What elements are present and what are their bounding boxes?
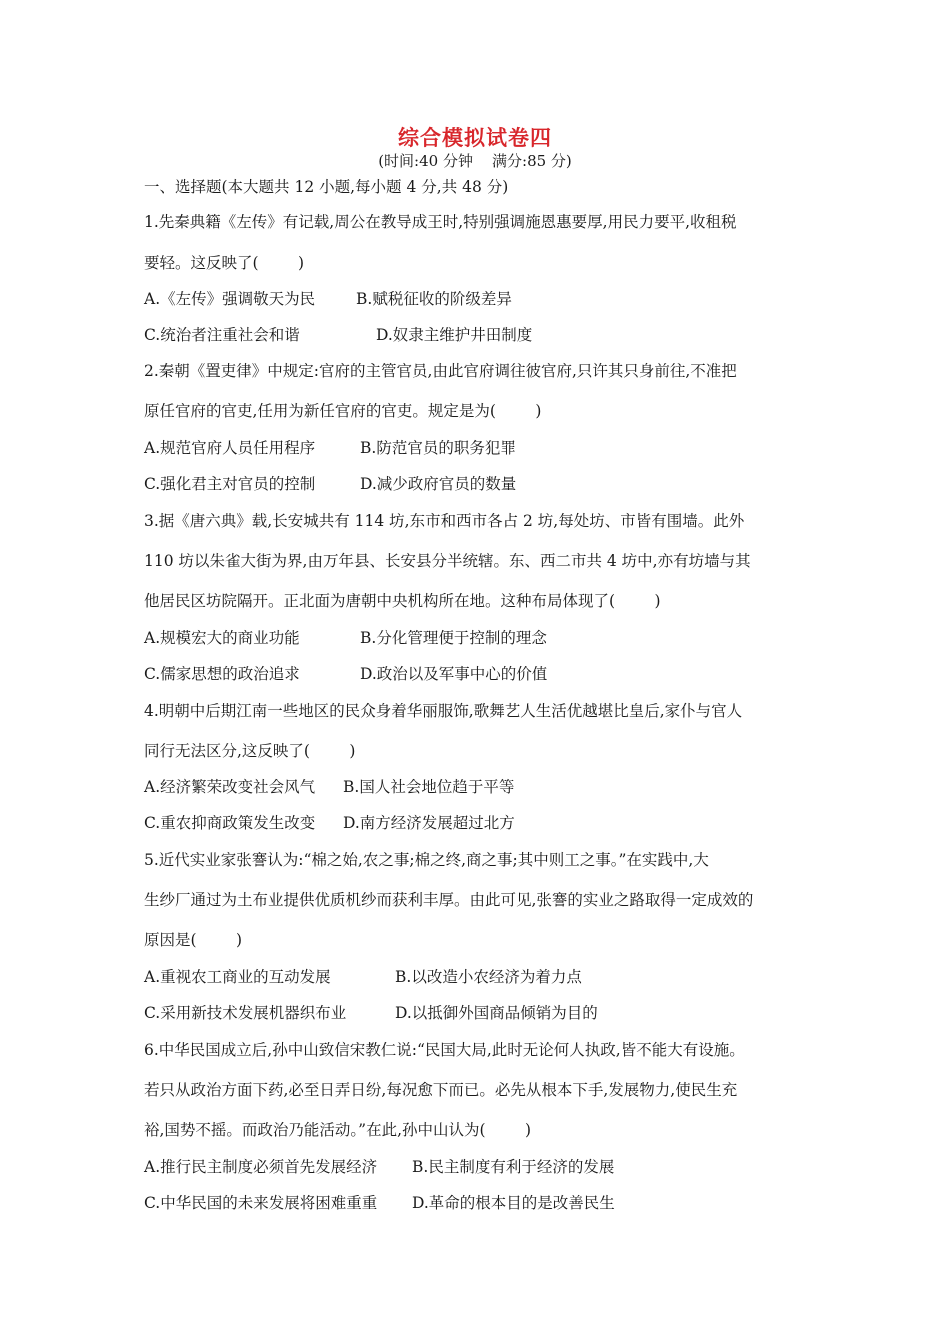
option-b: B.分化管理便于控制的理念: [360, 629, 547, 647]
question-text-line: 若只从政治方面下药,必至日弄日纷,每况愈下而已。必先从根本下手,发展物力,使民生充: [144, 1081, 738, 1099]
question-text-line: 5.近代实业家张謇认为:“棉之始,农之事;棉之终,商之事;其中则工之事。”在实践中,大: [144, 851, 709, 869]
question-text-line: 4.明朝中后期江南一些地区的民众身着华丽服饰,歌舞艺人生活优越堪比皇后,家仆与官人: [144, 702, 743, 720]
option-c: C.重农抑商政策发生改变: [144, 814, 316, 832]
question-text-line: 同行无法区分,这反映了( ): [144, 742, 356, 760]
question-text-line: 2.秦朝《置吏律》中规定:官府的主管官员,由此官府调往彼官府,只许其只身前往,不准把: [144, 362, 737, 380]
question-text-line: 要轻。这反映了( ): [144, 254, 305, 272]
option-b: B.以改造小农经济为着力点: [395, 968, 582, 986]
option-c: C.采用新技术发展机器织布业: [144, 1004, 347, 1022]
option-a: A.重视农工商业的互动发展: [144, 968, 331, 986]
option-d: D.奴隶主维护井田制度: [376, 326, 533, 344]
question-text-line: 原任官府的官吏,任用为新任官府的官吏。规定是为( ): [144, 402, 542, 420]
option-d: D.政治以及军事中心的价值: [360, 665, 548, 683]
option-c: C.统治者注重社会和谐: [144, 326, 300, 344]
option-a: A.规范官府人员任用程序: [144, 439, 316, 457]
section-heading: 一、选择题(本大题共 12 小题,每小题 4 分,共 48 分): [144, 178, 509, 196]
option-d: D.革命的根本目的是改善民生: [412, 1194, 615, 1212]
option-c: C.强化君主对官员的控制: [144, 475, 316, 493]
option-a: A.推行民主制度必须首先发展经济: [144, 1158, 378, 1176]
question-text-line: 110 坊以朱雀大街为界,由万年县、长安县分半统辖。东、西二市共 4 坊中,亦有坊墙与其: [144, 552, 751, 570]
question-text-line: 3.据《唐六典》载,长安城共有 114 坊,东市和西市各占 2 坊,每处坊、市皆有围墙。此外: [144, 512, 745, 530]
question-text-line: 6.中华民国成立后,孙中山致信宋教仁说:“民国大局,此时无论何人执政,皆不能大有设施。: [144, 1041, 745, 1059]
option-a: A.规模宏大的商业功能: [144, 629, 300, 647]
question-text-line: 他居民区坊院隔开。正北面为唐朝中央机构所在地。这种布局体现了( ): [144, 592, 661, 610]
option-a: A.经济繁荣改变社会风气: [144, 778, 316, 796]
question-text-line: 原因是( ): [144, 931, 243, 949]
option-d: D.减少政府官员的数量: [360, 475, 517, 493]
question-text-line: 裕,国势不摇。而政治乃能活动。”在此,孙中山认为( ): [144, 1121, 532, 1139]
option-c: C.儒家思想的政治追求: [144, 665, 300, 683]
question-text-line: 1.先秦典籍《左传》有记载,周公在教导成王时,特别强调施恩惠要厚,用民力要平,收租税: [144, 213, 737, 231]
option-d: D.南方经济发展超过北方: [343, 814, 515, 832]
option-b: B.赋税征收的阶级差异: [356, 290, 512, 308]
option-b: B.国人社会地位趋于平等: [343, 778, 515, 796]
option-b: B.防范官员的职务犯罪: [360, 439, 516, 457]
question-text-line: 生纱厂通过为土布业提供优质机纱而获利丰厚。由此可见,张謇的实业之路取得一定成效的: [144, 891, 754, 909]
option-a: A.《左传》强调敬天为民: [144, 290, 316, 308]
exam-info: (时间:40 分钟 满分:85 分): [378, 152, 572, 170]
option-c: C.中华民国的未来发展将困难重重: [144, 1194, 378, 1212]
option-d: D.以抵御外国商品倾销为目的: [395, 1004, 598, 1022]
page-title: 综合模拟试卷四: [398, 125, 552, 150]
option-b: B.民主制度有利于经济的发展: [412, 1158, 615, 1176]
